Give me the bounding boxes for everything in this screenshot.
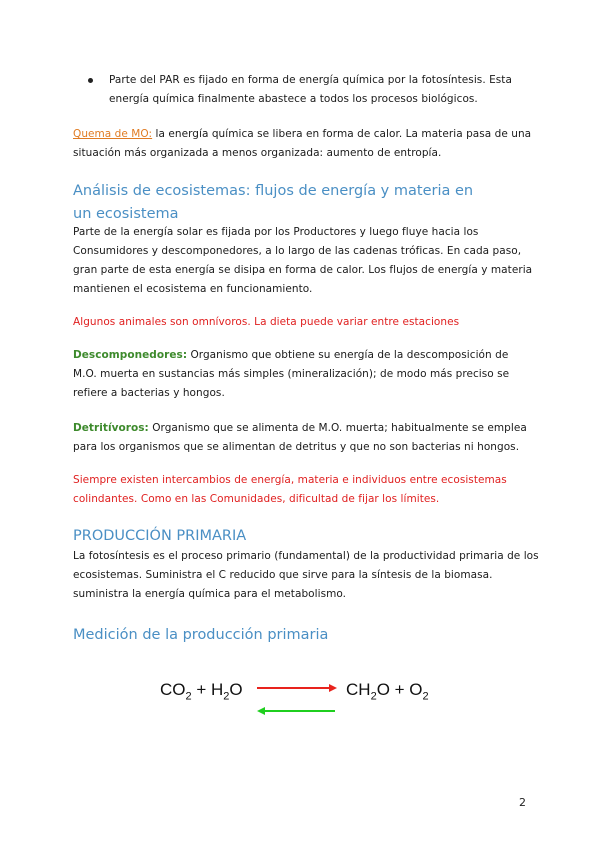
formula-ch: CH — [346, 680, 371, 699]
intercambios-note: Siempre existen intercambios de energía, materia e individuos entre ecosistemas colindantes. Como en las Comunidades, dificultad de fijar los límites. — [73, 474, 507, 505]
formula-co: CO — [160, 680, 186, 699]
bullet-text: Parte del PAR es fijado en forma de energía química por la fotosíntesis. Esta energía química finalmente abastece a todos los procesos biológicos. — [109, 74, 512, 105]
formula-o-plus-o: O + O — [376, 680, 423, 699]
produccion-heading: PRODUCCIÓN PRIMARIA — [73, 528, 247, 544]
descomponedores-label: Descomponedores: — [73, 349, 188, 361]
formula-products — [346, 680, 429, 702]
arrow-forward-head-icon — [329, 684, 337, 692]
produccion-section — [73, 525, 533, 548]
formula-ch-sub: 2 — [370, 690, 377, 703]
descomponedores-paragraph — [73, 346, 535, 403]
reaction-arrows — [255, 680, 339, 718]
analisis-heading: Análisis de ecosistemas: flujos de energía y materia en un ecosistema — [73, 183, 474, 222]
medicion-section — [73, 624, 533, 647]
bullet-paragraph — [88, 71, 528, 109]
detritivoros-text: Organismo que se alimenta de M.O. muerta; habitualmente se emplea para los organismos que se alimentan de detritus y que no son bacterias ni hongos. — [73, 422, 527, 453]
bullet-dot-icon — [88, 78, 93, 83]
arrow-back-head-icon — [257, 707, 265, 715]
formula-reactants — [160, 680, 243, 702]
descomponedores-text: Organismo que obtiene su energía de la descomposición de M.O. muerta en sustancias más simples (mineralización); de modo más preciso se refiere a bacterias y hongos. — [73, 349, 510, 399]
detritivoros-label: Detritívoros: — [73, 422, 149, 434]
medicion-heading: Medición de la producción primaria — [73, 627, 329, 643]
formula-co-sub: 2 — [185, 690, 192, 703]
formula-plus-h: + H — [191, 680, 224, 699]
omnivoros-note: Algunos animales son omnívoros. La dieta puede variar entre estaciones — [73, 316, 460, 328]
analisis-section — [73, 180, 493, 226]
quema-paragraph — [73, 125, 533, 163]
formula-h-sub: 2 — [223, 690, 230, 703]
produccion-paragraph: La fotosíntesis es el proceso primario (fundamental) de la productividad primaria de los ecosistemas. Suministra el C reducido que sirve para la síntesis de la biomasa. suministra la energía química para el metabolismo. — [73, 550, 539, 600]
analisis-paragraph: Parte de la energía solar es fijada por los Productores y luego fluye hacia los Consumidores y descomponedores, a lo largo de las cadenas tróficas. En cada paso, gran parte de esta energía se disipa en forma de calor. Los flujos de energía y materia mantienen el ecosistema en funcionamiento. — [73, 226, 533, 295]
formula-o: O — [229, 680, 243, 699]
formula-o2-sub: 2 — [422, 690, 429, 703]
quema-text: la energía química se libera en forma de calor. La materia pasa de una situación más organizada a menos organizada: aumento de entropía. — [73, 128, 532, 159]
detritivoros-paragraph — [73, 419, 535, 457]
quema-label: Quema de MO: — [73, 128, 153, 140]
page-number: 2 — [519, 796, 526, 809]
